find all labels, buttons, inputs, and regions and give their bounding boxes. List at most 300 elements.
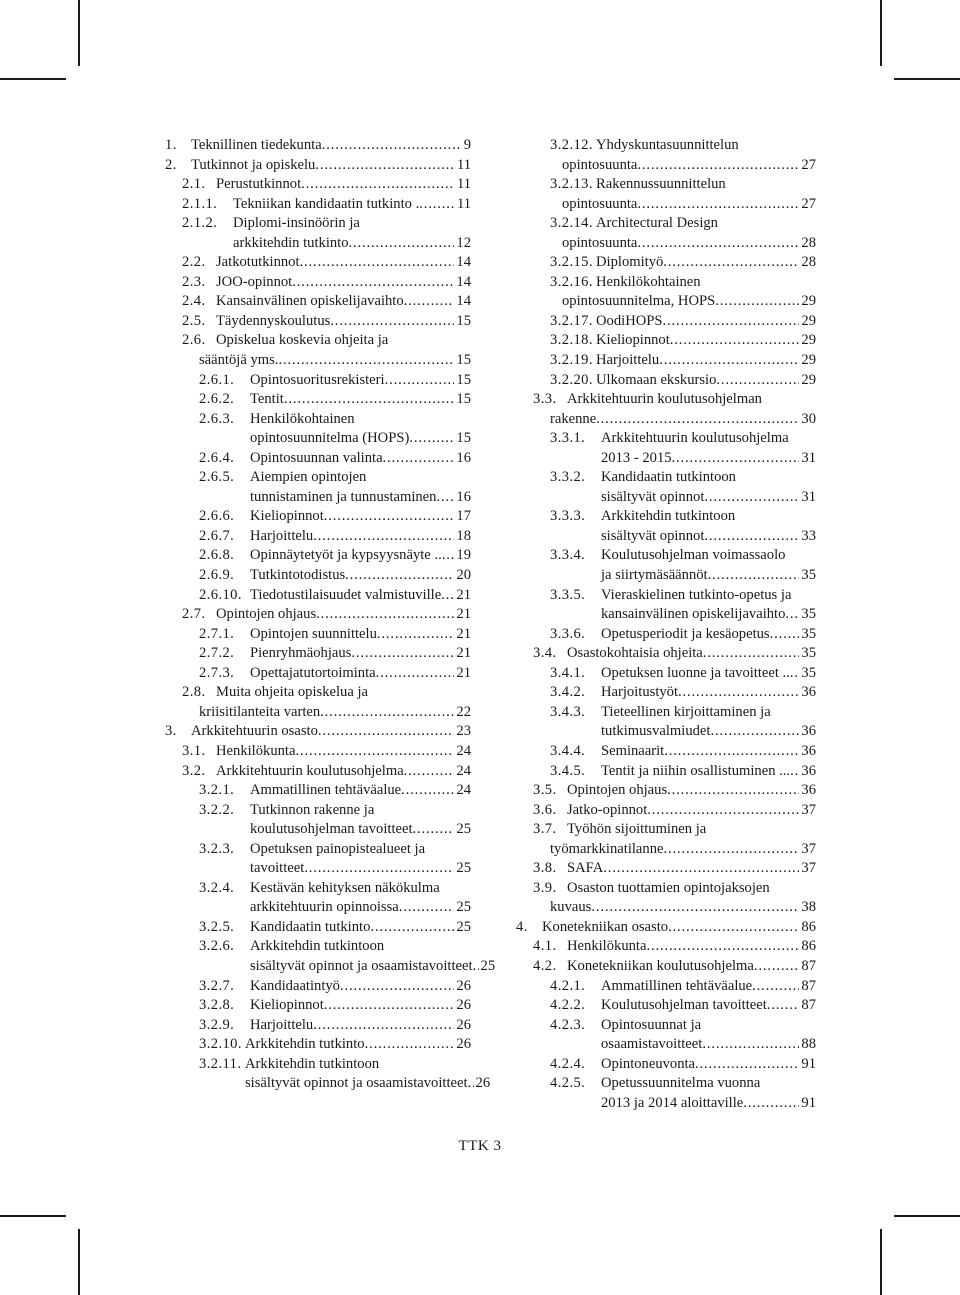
toc-entry-page-number: 26 (475, 1075, 491, 1092)
toc-entry-page-number: 36 (801, 762, 816, 779)
toc-entry[interactable] (516, 546, 816, 585)
toc-entry[interactable] (516, 1074, 816, 1113)
toc-entry-title: Seminaarit (601, 742, 665, 759)
toc-entry-title: sisältyvät opinnot (601, 527, 705, 544)
toc-entry[interactable] (516, 1055, 816, 1075)
crop-mark-bottom-left (0, 1215, 66, 1217)
toc-entry-page-number: 27 (801, 156, 816, 173)
dot-leader (703, 644, 800, 664)
toc-entry[interactable] (165, 566, 471, 586)
toc-entry-title: Diplomi-insinöörin ja (233, 215, 360, 232)
toc-entry-line (165, 449, 471, 469)
toc-entry[interactable] (165, 273, 471, 293)
toc-entry-page-number: 11 (456, 195, 471, 212)
toc-entry-page-number: 25 (456, 821, 471, 838)
toc-entry[interactable] (165, 996, 471, 1016)
toc-entry-line (516, 781, 816, 801)
toc-entry-title: Osastokohtaisia ohjeita (567, 645, 703, 662)
toc-entry-number: 4. (516, 918, 528, 935)
toc-entry-line (516, 1016, 816, 1036)
toc-entry[interactable] (165, 1016, 471, 1036)
toc-entry-page-number: 15 (456, 371, 471, 388)
toc-entry-number: 3.2.8. (199, 997, 235, 1014)
toc-entry-title: opintosuunta (562, 195, 638, 212)
toc-entry-line (516, 625, 816, 645)
toc-entry[interactable] (516, 390, 816, 429)
toc-entry[interactable] (165, 331, 471, 370)
dot-leader (790, 762, 799, 782)
toc-entry-number: 3.2.12. (550, 137, 593, 153)
dot-leader (313, 1016, 454, 1036)
toc-entry[interactable] (516, 214, 816, 253)
toc-entry[interactable] (165, 1035, 471, 1055)
toc-entry[interactable] (165, 840, 471, 879)
toc-entry[interactable] (165, 507, 471, 527)
toc-entry-line (516, 468, 816, 488)
toc-entry-title: opintosuunnitelma (HOPS) (250, 430, 410, 447)
toc-entry-number: 3.2.14. (550, 215, 593, 232)
toc-entry-number: 2.6.1. (199, 371, 235, 388)
dot-leader (767, 996, 800, 1016)
toc-entry[interactable] (516, 820, 816, 859)
dot-leader (351, 644, 454, 664)
toc-entry-title: sisältyvät opinnot ja osaamistavoitteet (245, 1075, 468, 1092)
toc-entry-line (165, 683, 471, 703)
toc-entry-title: Ammatillinen tehtäväalue (250, 782, 402, 799)
toc-entry-title: kansainvälinen opiskelijavaihto (601, 606, 786, 623)
toc-entry[interactable] (165, 722, 471, 742)
dot-leader (663, 840, 799, 860)
toc-entry-title: Tutkintotodistus (250, 567, 346, 584)
toc-entry-title: Koulutusohjelman tavoitteet (601, 997, 767, 1014)
toc-entry-page-number: 16 (456, 449, 471, 466)
toc-entry[interactable] (165, 214, 471, 253)
toc-entry-title: Opintoneuvonta (601, 1055, 696, 1072)
toc-entry-number: 4.2.2. (550, 997, 586, 1014)
toc-entry[interactable] (516, 781, 816, 801)
toc-entry-line (516, 292, 816, 312)
dot-leader (324, 507, 455, 527)
toc-entry-page-number: 33 (801, 527, 816, 544)
toc-entry-page-number: 21 (456, 645, 471, 662)
toc-entry[interactable] (165, 918, 471, 938)
toc-entry[interactable] (516, 1016, 816, 1055)
toc-entry[interactable] (516, 331, 816, 351)
dot-leader (743, 1094, 799, 1114)
dot-leader (292, 273, 454, 293)
toc-entry-line (165, 703, 471, 723)
toc-entry-number: 3.3.5. (550, 586, 586, 603)
toc-entry-line (165, 253, 471, 273)
toc-entry-title: tunnistaminen ja tunnustaminen (250, 488, 437, 505)
toc-entry[interactable] (165, 410, 471, 449)
toc-entry-line (165, 312, 471, 332)
toc-entry-title: tavoitteet (250, 860, 305, 877)
toc-entry-page-number: 30 (801, 410, 816, 427)
toc-entry-title: Yhdyskuntasuunnittelun (596, 137, 739, 153)
toc-entry[interactable] (516, 273, 816, 312)
toc-entry-line (165, 136, 471, 156)
toc-entry[interactable] (165, 292, 471, 312)
toc-entry[interactable] (165, 605, 471, 625)
toc-entry-line (165, 371, 471, 391)
toc-entry-title: Opetuksen luonne ja tavoitteet .. (601, 664, 790, 681)
dot-leader (345, 566, 454, 586)
toc-entry-line (165, 918, 471, 938)
toc-entry-title: Henkilökohtainen (596, 273, 701, 290)
toc-entry-number: 3.6. (533, 801, 557, 818)
toc-entry-title: Kandidaatin tutkintoon (601, 469, 736, 486)
toc-entry-page-number: 25 (456, 899, 471, 916)
dot-leader (678, 683, 799, 703)
toc-entry-page-number: 91 (801, 1094, 816, 1111)
toc-entry-title: Kansainvälinen opiskelijavaihto (216, 293, 404, 310)
toc-entry-title: Henkilökunta (216, 742, 296, 759)
toc-entry-title: Arkkitehtuurin koulutusohjelma (216, 762, 404, 779)
toc-entry-title: Kandidaatintyö (250, 977, 340, 994)
toc-entry-title: arkkitehtuurin opinnoissa (250, 899, 399, 916)
toc-entry-line (516, 527, 816, 547)
dot-leader (695, 1055, 799, 1075)
toc-entry-line (516, 1035, 816, 1055)
toc-entry[interactable] (165, 879, 471, 918)
toc-entry-number: 4.2.4. (550, 1055, 586, 1072)
toc-entry[interactable] (165, 937, 496, 976)
toc-entry[interactable] (516, 937, 816, 957)
dot-leader (340, 977, 454, 997)
dot-leader (637, 195, 799, 215)
toc-entry-title: Opintojen ohjaus (216, 606, 317, 623)
toc-entry-title: Kieliopinnot (250, 997, 324, 1014)
toc-entry-line (516, 507, 816, 527)
toc-entry-line (165, 390, 471, 410)
toc-entry[interactable] (516, 859, 816, 879)
toc-entry-number: 3.2.11. (199, 1055, 242, 1072)
toc-entry-title: Konetekniikan osasto (542, 918, 669, 935)
toc-entry-number: 3.2.10. (199, 1036, 242, 1053)
dot-leader (442, 546, 455, 566)
toc-entry-line (165, 527, 471, 547)
toc-entry[interactable] (165, 175, 471, 195)
toc-entry-line (516, 1074, 816, 1094)
toc-entry[interactable] (516, 468, 816, 507)
dot-leader (672, 449, 800, 469)
dot-leader (785, 605, 799, 625)
toc-entry[interactable] (516, 957, 816, 977)
toc-entry-title: Aiempien opintojen (250, 469, 367, 486)
toc-entry-title: kriisitilanteita varten (199, 703, 321, 720)
toc-entry[interactable] (516, 351, 816, 371)
toc-entry-number: 3.2.7. (199, 977, 235, 994)
toc-entry[interactable] (165, 195, 471, 215)
toc-entry[interactable] (165, 742, 471, 762)
toc-entry-page-number: 17 (456, 508, 471, 525)
toc-entry-title: Tiedotustilaisuudet valmistuville (250, 586, 442, 603)
toc-entry-number: 2.6.3. (199, 410, 235, 427)
toc-entry[interactable] (165, 683, 471, 722)
toc-entry[interactable] (516, 879, 816, 918)
toc-entry-line (165, 175, 471, 195)
toc-entry[interactable] (165, 253, 471, 273)
dot-leader (304, 859, 454, 879)
dot-leader (284, 390, 455, 410)
toc-entry[interactable] (165, 136, 471, 156)
toc-entry-page-number: 28 (801, 234, 816, 251)
toc-entry[interactable] (165, 1055, 491, 1094)
toc-entry-title: Kestävän kehityksen näkökulma (250, 879, 440, 896)
toc-entry[interactable] (516, 996, 816, 1016)
toc-entry[interactable] (516, 175, 816, 214)
toc-entry-line (516, 722, 816, 742)
toc-entry-title: Henkilökohtainen (250, 410, 355, 427)
toc-entry-number: 2. (165, 156, 177, 173)
toc-entry-title: Tutkinnon rakenne ja (250, 801, 375, 818)
toc-entry-page-number: 12 (456, 234, 471, 251)
toc-entry-number: 3.3. (533, 391, 557, 408)
toc-entry[interactable] (516, 762, 816, 782)
toc-entry-line (516, 351, 816, 371)
toc-entry-title: Tentit ja niihin osallistuminen ... (601, 762, 791, 779)
toc-entry-line (516, 156, 816, 176)
toc-entry-title: Koulutusohjelman voimassaolo (601, 547, 786, 564)
toc-entry-title: OodiHOPS (596, 312, 663, 329)
toc-entry-page-number: 24 (456, 742, 471, 759)
toc-entry-title: Ulkomaan ekskursio (596, 371, 717, 388)
toc-entry-page-number: 35 (801, 625, 816, 642)
toc-entry-line (165, 625, 471, 645)
toc-entry[interactable] (165, 977, 471, 997)
dot-leader (370, 918, 454, 938)
dot-leader (704, 488, 799, 508)
toc-entry-title: tutkimusvalmiudet (601, 723, 711, 740)
dot-leader (377, 625, 455, 645)
toc-entry[interactable] (516, 664, 816, 684)
toc-entry[interactable] (516, 371, 816, 391)
toc-entry-page-number: 15 (456, 352, 471, 369)
toc-entry-page-number: 20 (456, 567, 471, 584)
toc-entry[interactable] (516, 742, 816, 762)
dot-leader (401, 781, 454, 801)
dot-leader (315, 156, 455, 176)
toc-entry-page-number: 25 (456, 860, 471, 877)
toc-entry-line (516, 879, 816, 899)
toc-entry-page-number: 31 (801, 449, 816, 466)
toc-entry-line (165, 468, 471, 488)
toc-entry[interactable] (165, 312, 471, 332)
toc-entry[interactable] (165, 371, 471, 391)
toc-entry[interactable] (516, 683, 816, 703)
dot-leader (320, 703, 454, 723)
toc-entry[interactable] (516, 136, 816, 175)
toc-entry-line (165, 546, 471, 566)
crop-mark-top-right (880, 0, 882, 66)
toc-entry-page-number: 29 (801, 371, 816, 388)
toc-entry-number: 3.4. (533, 645, 557, 662)
toc-column-left (165, 136, 496, 1094)
toc-entry[interactable] (516, 801, 816, 821)
dot-leader (409, 429, 454, 449)
dot-leader (716, 371, 799, 391)
toc-entry-line (516, 801, 816, 821)
toc-entry-title: Täydennyskoulutus (216, 312, 331, 329)
toc-entry-line (516, 429, 816, 449)
toc-entry-number: 3.2.20. (550, 371, 593, 388)
toc-entry-number: 2.5. (182, 312, 206, 329)
toc-entry-line (516, 449, 816, 469)
toc-entry-title: Opinnäytetyöt ja kypsyysnäyte .. (250, 547, 442, 564)
dot-leader (316, 605, 454, 625)
toc-entry[interactable] (165, 664, 471, 684)
toc-entry-title: opintosuunta (562, 156, 638, 173)
toc-entry-line (165, 996, 471, 1016)
toc-entry-page-number: 36 (801, 684, 816, 701)
crop-mark-bottom-right (894, 1215, 960, 1217)
toc-entry-title: Kieliopinnot (596, 332, 670, 349)
toc-entry[interactable] (516, 312, 816, 332)
toc-entry-number: 2.6.4. (199, 449, 235, 466)
toc-entry-title: arkkitehdin tutkinto (233, 234, 349, 251)
toc-entry-number: 3.4.1. (550, 664, 586, 681)
toc-entry-page-number: 14 (456, 254, 471, 271)
toc-entry-title: Henkilökunta (567, 938, 647, 955)
dot-leader (663, 253, 799, 273)
toc-entry[interactable] (165, 644, 471, 664)
toc-entry-number: 2.3. (182, 273, 206, 290)
toc-entry-number: 3.3.3. (550, 508, 586, 525)
toc-entry-number: 3.4.3. (550, 703, 586, 720)
dot-leader (383, 449, 455, 469)
toc-entry-title: Konetekniikan koulutusohjelma (567, 957, 754, 974)
toc-entry-title: Opintosuunnan valinta (250, 449, 383, 466)
dot-leader (659, 351, 799, 371)
toc-entry[interactable] (165, 468, 471, 507)
toc-entry-line (516, 136, 816, 156)
toc-entry-number: 3.2.6. (199, 938, 235, 955)
toc-entry-page-number: 26 (456, 1036, 471, 1053)
toc-entry-title: sisältyvät opinnot ja osaamistavoitteet (250, 957, 473, 974)
toc-entry-line (165, 351, 471, 371)
toc-entry-number: 4.1. (533, 938, 557, 955)
toc-entry-line (165, 762, 471, 782)
toc-entry-page-number: 25 (480, 957, 496, 974)
toc-entry-number: 4.2. (533, 957, 557, 974)
dot-leader (295, 742, 454, 762)
toc-entry-title: Muita ohjeita opiskelua ja (216, 684, 368, 701)
toc-entry-line (165, 664, 471, 684)
toc-entry-page-number: 35 (801, 645, 816, 662)
toc-entry-number: 3.2.16. (550, 273, 593, 290)
toc-entry-number: 3.2.9. (199, 1016, 235, 1033)
toc-entry-line (516, 488, 816, 508)
toc-entry[interactable] (165, 781, 471, 801)
toc-entry-line (165, 214, 471, 234)
toc-entry-number: 2.6.6. (199, 508, 235, 525)
toc-entry[interactable] (165, 625, 471, 645)
toc-entry-line (165, 331, 471, 351)
toc-entry[interactable] (516, 625, 816, 645)
toc-entry-line (165, 234, 471, 254)
toc-entry-page-number: 36 (801, 782, 816, 799)
toc-entry-title: Vieraskielinen tutkinto-opetus ja (601, 586, 792, 603)
toc-entry[interactable] (165, 390, 471, 410)
toc-entry[interactable] (165, 762, 471, 782)
toc-entry-line (165, 879, 471, 899)
toc-entry-title: Opintosuunnat ja (601, 1016, 702, 1033)
toc-entry-line (165, 1016, 471, 1036)
dot-leader (754, 957, 800, 977)
dot-leader (404, 292, 455, 312)
toc-entry[interactable] (165, 586, 471, 606)
toc-entry-page-number: 26 (456, 1016, 471, 1033)
dot-leader (313, 527, 454, 547)
toc-entry-line (516, 840, 816, 860)
toc-entry-number: 2.6.10. (199, 586, 242, 603)
toc-entry-number: 2.6.8. (199, 547, 235, 564)
dot-leader (708, 566, 800, 586)
toc-entry[interactable] (165, 801, 471, 840)
toc-entry-number: 3.2.13. (550, 176, 593, 193)
toc-entry-number: 2.6.9. (199, 567, 235, 584)
toc-entry[interactable] (516, 429, 816, 468)
toc-entry-line (165, 507, 471, 527)
toc-entry[interactable] (516, 703, 816, 742)
toc-entry[interactable] (165, 527, 471, 547)
toc-entry-line (516, 273, 816, 293)
dot-leader (349, 234, 455, 254)
toc-entry[interactable] (165, 546, 471, 566)
toc-entry-page-number: 18 (456, 527, 471, 544)
toc-entry-line (165, 781, 471, 801)
toc-entry-line (516, 175, 816, 195)
dot-leader (667, 781, 799, 801)
toc-entry-number: 3.2.1. (199, 782, 235, 799)
toc-entry[interactable] (516, 977, 816, 997)
toc-entry-title: Opintosuoritusrekisteri (250, 371, 385, 388)
toc-entry[interactable] (165, 449, 471, 469)
toc-entry-line (516, 742, 816, 762)
toc-entry-line (165, 644, 471, 664)
toc-entry-page-number: 36 (801, 723, 816, 740)
toc-entry-line (165, 977, 471, 997)
dot-leader (278, 351, 454, 371)
toc-entry-page-number: 37 (801, 860, 816, 877)
toc-entry-line (516, 977, 816, 997)
toc-entry[interactable] (516, 644, 816, 664)
toc-entry-page-number: 36 (801, 742, 816, 759)
toc-entry-line (516, 820, 816, 840)
toc-entry-page-number: 16 (456, 488, 471, 505)
toc-entry-number: 2.7. (182, 606, 206, 623)
toc-entry[interactable] (516, 586, 816, 625)
dot-leader (668, 918, 799, 938)
toc-entry[interactable] (165, 156, 471, 176)
toc-entry[interactable] (516, 507, 816, 546)
toc-entry-line (165, 410, 471, 430)
toc-entry-title: Arkkitehdin tutkintoon (601, 508, 736, 525)
toc-entry-title: SAFA (567, 860, 604, 877)
toc-entry[interactable] (516, 918, 816, 938)
toc-entry-title: Tekniikan kandidaatin tutkinto . (233, 195, 420, 212)
toc-entry-title: ja siirtymäsäännöt (601, 567, 708, 584)
toc-entry-title: Harjoittelu (250, 527, 314, 544)
toc-entry-title: sääntöjä yms. (199, 352, 279, 369)
toc-entry[interactable] (516, 253, 816, 273)
toc-entry-title: JOO-opinnot (216, 273, 293, 290)
toc-entry-line (165, 820, 471, 840)
toc-entry-number: 3.3.6. (550, 625, 586, 642)
toc-entry-page-number: 91 (801, 1055, 816, 1072)
toc-entry-title: Arkkitehtuurin osasto (191, 723, 318, 740)
